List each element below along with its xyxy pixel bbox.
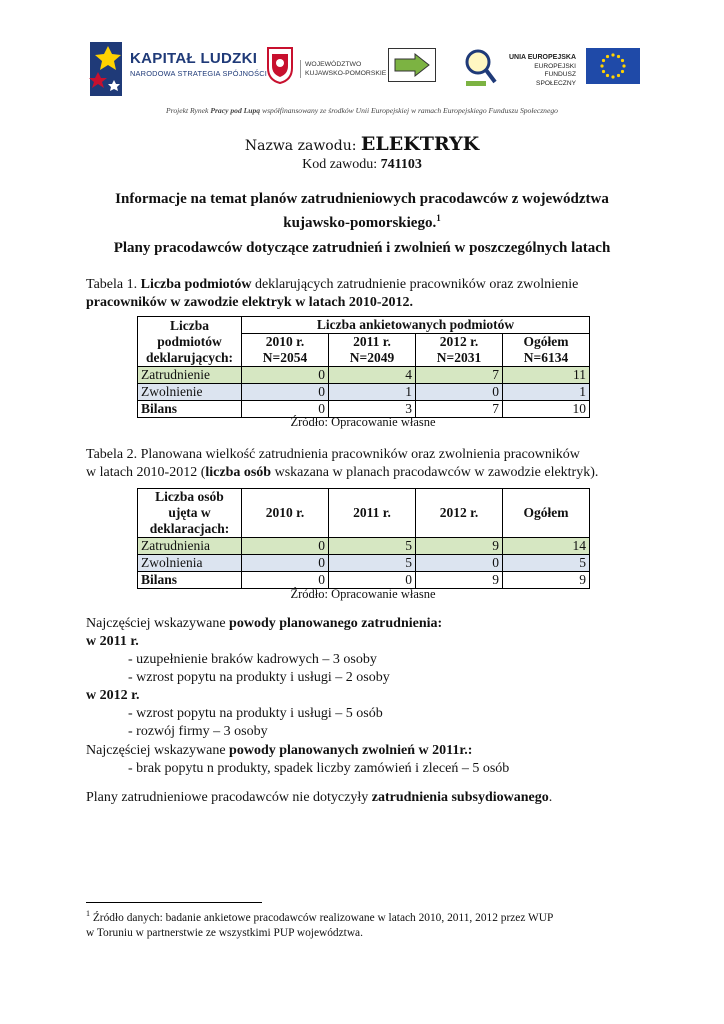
table1-col-header [416,334,503,367]
footnote-divider [86,902,262,903]
subsidized-pre: Plany zatrudnieniowe pracodawców nie dotyczyły [86,790,372,805]
col-n: N=6134 [523,350,569,365]
row-label: Zatrudnienia [138,538,242,555]
cell-value: 0 [242,555,329,572]
hiring-year-2012: w 2012 r. [86,688,140,703]
col-n: N=2031 [436,350,482,365]
cell-value: 0 [329,572,416,589]
info-heading [0,190,724,233]
layoff-reasons-intro [86,742,646,760]
table-row [138,572,590,589]
table1-caption-mid: deklarujących zatrudnienie pracowników oraz zwolnienie [251,277,579,292]
table1-corner-header [138,317,242,367]
table2-header-row [138,489,590,538]
table1-header-row1 [138,317,590,334]
project-tagline [0,106,724,115]
cell-value: 11 [503,367,590,384]
hiring-year-2011: w 2011 r. [86,634,139,649]
table2-col-header: 2010 r. [242,489,329,538]
table1-caption-pre: Tabela 1. [86,277,141,292]
footnote [86,906,646,941]
footnote-ref[interactable]: 1 [436,213,441,223]
wup-logo [388,48,436,82]
cell-value: 14 [503,538,590,555]
profession-name-label: Nazwa zawodu: [244,138,357,154]
layoff-intro-pre: Najczęściej wskazywane [86,743,230,758]
footnote-line1: Źródło danych: badanie ankietowe pracodawców realizowane w latach 2010, 2011, 2012 przez WUP [90,911,554,924]
footnote-line2: w Toruniu w partnerstwie ze wszystkimi PUP województwa. [86,926,363,939]
table2-source: Źródło: Opracowanie własne [290,587,436,601]
eu-flag-icon [586,48,640,84]
table1-caption [86,276,646,312]
footnote-mark: 1 [86,909,90,918]
subsidized-note [86,789,646,807]
hiring-reasons-intro [86,615,646,633]
cell-value: 0 [242,572,329,589]
info-heading-line1: Informacje na temat planów zatrudnieniowych pracodawców z województwa [115,191,609,207]
wojewodztwo-shield-icon [266,46,294,84]
info-heading-line2 [0,209,724,233]
layoff-intro-bold: powody planowanych zwolnień w 2011r.: [229,743,473,758]
row-label: Bilans [138,401,242,418]
kapital-ludzki-subtitle: NARODOWA STRATEGIA SPÓJNOŚCI [130,69,268,78]
profession-code [0,157,724,173]
table2-corner-l3: deklaracjach: [149,521,230,536]
list-item: - uzupełnienie braków kadrowych – 3 osoby [128,652,377,667]
cell-value: 3 [329,401,416,418]
table2-caption-post: wskazana w planach pracodawców w zawodzie elektryk). [271,465,599,480]
hiring-reasons [86,615,646,741]
ue-line1: UNIA EUROPEJSKA [508,54,576,61]
table2-caption-pre: w latach 2010-2012 ( [86,465,206,480]
table1-col-header [503,334,590,367]
list-item: - wzrost popytu na produkty i usługi – 5 osób [128,706,383,721]
ue-line3: FUNDUSZ SPOŁECZNY [536,71,576,87]
profession-code-value: 741103 [380,157,422,172]
tagline-bold: Pracy pod Lupą [210,106,261,115]
table2-corner-l2: ujęta w [168,505,211,520]
list-item: - wzrost popytu na produkty i usługi – 2 osoby [128,670,390,685]
plans-heading: Plany pracodawców dotyczące zatrudnień i zwolnień w poszczególnych latach [113,240,611,256]
table2-col-header: 2011 r. [329,489,416,538]
cell-value: 1 [503,384,590,401]
row-label: Bilans [138,572,242,589]
cell-value: 9 [416,572,503,589]
table-row [138,384,590,401]
kapital-ludzki-title: KAPITAŁ LUDZKI [130,50,258,67]
cell-value: 5 [329,538,416,555]
cell-value: 0 [416,384,503,401]
cell-value: 0 [242,401,329,418]
rynek-pracy-lupa-logo [462,48,498,88]
cell-value: 5 [329,555,416,572]
wojewodztwo-name [300,60,386,78]
table1-group-header: Liczba ankietowanych podmiotów [242,317,590,334]
info-heading-line2-text: kujawsko-pomorskiego. [283,215,437,231]
kapital-ludzki-logo-text [130,50,267,78]
kapital-ludzki-logo-mark [86,40,126,98]
table1-caption-bold1: Liczba podmiotów [140,277,252,292]
table1-corner-l1: Liczba [170,317,209,333]
cell-value: 9 [503,572,590,589]
hiring-intro-pre: Najczęściej wskazywane [86,616,230,631]
cell-value: 5 [503,555,590,572]
layoff-reasons [86,742,646,778]
list-item: - brak popytu n produkty, spadek liczby zamówień i zleceń – 5 osób [128,761,510,776]
cell-value: 7 [416,367,503,384]
cell-value: 0 [242,538,329,555]
cell-value: 4 [329,367,416,384]
cell-value: 0 [416,555,503,572]
profession-name-value: ELEKTRYK [360,133,480,155]
table-row [138,538,590,555]
table1-col-header [329,334,416,367]
col-year: 2011 r. [353,334,391,349]
subsidized-bold: zatrudnienia subsydiowanego [371,790,549,805]
table1-corner-l2: podmiotów [157,333,222,349]
row-label: Zwolnienia [138,555,242,572]
tagline-pre: Projekt Rynek [166,106,211,115]
cell-value: 10 [503,401,590,418]
cell-value: 1 [329,384,416,401]
ue-logo-text [504,54,576,88]
table2-corner-header [138,489,242,538]
table2-col-header: Ogółem [503,489,590,538]
table-row [138,555,590,572]
col-n: N=2054 [262,350,308,365]
table2-caption-line1: Tabela 2. Planowana wielkość zatrudnienia pracowników oraz zwolnienia pracowników [86,447,580,462]
subsidized-post: . [548,790,553,805]
table2-col-header: 2012 r. [416,489,503,538]
table1-caption-bold2: pracowników w zawodzie elektryk w latach 2010-2012. [86,295,414,310]
table1 [137,316,590,418]
ue-line2: EUROPEJSKI [534,62,576,70]
tagline-post: współfinansowany ze środków Unii Europejskiej w ramach Europejskiego Funduszu Społecznego [260,106,558,115]
cell-value: 9 [416,538,503,555]
table1-corner-l3: deklarujących: [146,349,233,365]
row-label: Zatrudnienie [138,367,242,384]
table2-caption [86,446,646,482]
cell-value: 0 [242,367,329,384]
profession-code-label: Kod zawodu: [302,157,378,172]
wojewodztwo-line2: KUJAWSKO-POMORSKIE [305,70,387,77]
wojewodztwo-line1: WOJEWÓDZTWO [305,61,362,68]
list-item: - rozwój firmy – 3 osoby [128,724,268,739]
col-year: Ogółem [523,334,569,349]
table2-corner-l1: Liczba osób [155,489,224,504]
table1-col-header [242,334,329,367]
col-n: N=2049 [349,350,395,365]
col-year: 2012 r. [439,334,479,349]
table1-source: Źródło: Opracowanie własne [290,415,436,429]
profession-name [0,133,724,155]
cell-value: 0 [242,384,329,401]
cell-value: 7 [416,401,503,418]
col-year: 2010 r. [265,334,305,349]
table-row [138,367,590,384]
table2 [137,488,590,589]
row-label: Zwolnienie [138,384,242,401]
hiring-intro-bold: powody planowanego zatrudnienia: [229,616,443,631]
table2-caption-bold: liczba osób [205,465,272,480]
header-logos [86,40,646,102]
